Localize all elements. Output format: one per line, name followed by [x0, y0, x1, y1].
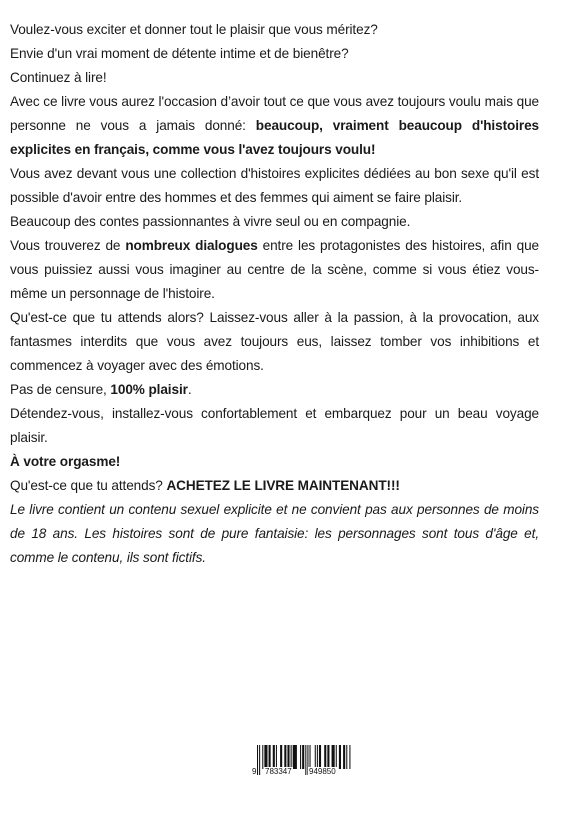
paragraph-dialogues-highlight: nombreux dialogues: [125, 238, 258, 253]
intro-question-1: Voulez-vous exciter et donner tout le plaisir que vous méritez?: [10, 22, 378, 37]
barcode-bar: [264, 745, 267, 769]
barcode-bar: [310, 745, 311, 769]
barcode-bar: [300, 745, 301, 769]
barcode-bar: [349, 745, 350, 769]
call-to-action-highlight: ACHETEZ LE LIVRE MAINTENANT!!!: [166, 478, 400, 493]
call-to-action-pre: Qu'est-ce que tu attends?: [10, 478, 167, 493]
paragraph-no-censorship: [10, 378, 539, 402]
paragraph-stories: Beaucoup des contes passionnantes à vivre seul ou en compagnie.: [10, 214, 411, 229]
paragraph-offer-highlight: beaucoup, vraiment beaucoup d'histoires explicites en français, comme vous l'avez toujours voulu!: [10, 118, 539, 157]
barcode-bar: [346, 745, 347, 769]
isbn-barcode: [251, 745, 353, 779]
barcode-right-group: 949850: [309, 767, 336, 776]
barcode-bar: [269, 745, 271, 769]
paragraph-call-to-action: [10, 474, 539, 498]
barcode-digits: [251, 767, 353, 779]
barcode-bar: [324, 745, 326, 769]
intro-question-2: Envie d'un vrai moment de détente intime et de bienêtre?: [10, 46, 349, 61]
paragraph-relax: Détendez-vous, installez-vous confortablement et embarquez pour un beau voyage plaisir.: [10, 406, 539, 445]
no-censorship-post: .: [187, 382, 192, 397]
barcode-bar: [336, 745, 337, 769]
barcode-bar: [291, 745, 292, 769]
paragraph-dialogues-post: entre les protagonistes des histoires, afin que vous puissiez aussi vous imaginer au centre de la scène, comme si vous étiez vous-même un personnage de l'histoire.: [10, 238, 539, 301]
intro-continue: Continuez à lire!: [10, 70, 107, 85]
paragraph-collection: Vous avez devant vous une collection d'histoires explicites dédiées au bon sexe qu'il est possible d'avoir entre des hommes et des femmes qui aiment se faire plaisir.: [10, 166, 539, 205]
barcode-bar: [332, 745, 335, 769]
barcode-bar: [273, 745, 275, 769]
no-censorship-pre: Pas de censure,: [10, 382, 111, 397]
paragraph-offer-text: Avec ce livre vous aurez l'occasion d’avoir tout ce que vous avez toujours voulu mais que personne ne vous a jamais donné:: [10, 94, 539, 133]
paragraph-dialogues: [10, 234, 539, 306]
barcode-bar: [284, 745, 286, 769]
barcode-left-group: 783347: [265, 767, 292, 776]
barcode-bar: [287, 745, 289, 769]
barcode-bar: [327, 745, 329, 769]
barcode-bar: [319, 745, 321, 769]
book-description: [10, 18, 539, 570]
barcode-bar: [280, 745, 282, 769]
barcode-first-digit: 9: [252, 767, 257, 776]
barcode-bar: [317, 745, 318, 769]
cheers-highlight: À votre orgasme!: [10, 454, 121, 469]
paragraph-cheers: [10, 450, 539, 474]
barcode-bar: [339, 745, 341, 769]
barcode-bar: [262, 745, 263, 769]
barcode-bar: [315, 745, 316, 769]
paragraph-passion: Qu'est-ce que tu attends alors? Laissez-vous aller à la passion, à la provocation, aux fantasmes interdits que vous avez toujours eus, laissez tomber vos inhibitions et commencez à voyager avec des émotions.: [10, 310, 539, 373]
no-censorship-highlight: 100% plaisir: [110, 382, 188, 397]
barcode-bar: [276, 745, 277, 769]
barcode-bar: [293, 745, 297, 769]
paragraph-dialogues-pre: Vous trouverez de: [10, 238, 126, 253]
paragraph-offer: [10, 90, 539, 162]
barcode-bar: [302, 745, 304, 769]
barcode-bar: [343, 745, 345, 769]
age-disclaimer: Le livre contient un contenu sexuel explicite et ne convient pas aux personnes de moins de 18 ans. Les histoires sont de pure fantaisie: les personnages sont tous d'âge et, comme le contenu, ils sont fictifs.: [10, 502, 539, 565]
